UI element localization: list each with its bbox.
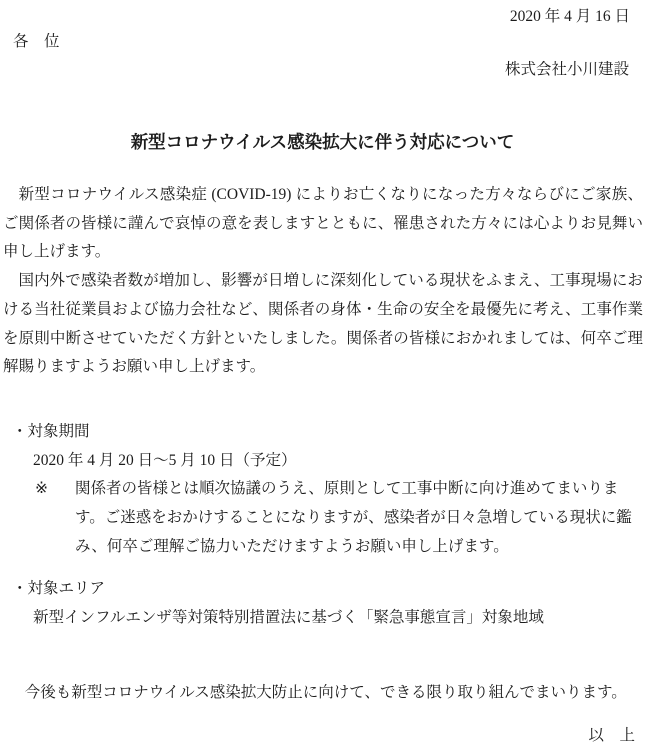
closing-word: 以 上 (588, 726, 635, 744)
target-area-label: ・対象エリア (12, 580, 106, 598)
note-marker: ※ (35, 480, 48, 498)
target-area-value: 新型インフルエンザ等対策特別措置法に基づく「緊急事態宣言」対象地域 (33, 609, 544, 627)
document-title: 新型コロナウイルス感染拡大に伴う対応について (130, 132, 515, 152)
document-date: 2020 年 4 月 16 日 (509, 8, 630, 25)
detail-sections (0, 418, 645, 633)
target-period-note (0, 475, 645, 561)
paragraph-work-suspension-policy: 国内外で感染者数が増加し、影響が日増しに深刻化している現状をふまえ、工事現場における当社従業員および協力会社など、関係者の身体・生命の安全を最優先に考え、工事作業を原則中断させていただく方針といたしました。関係者の皆様におかれましては、何卒ご理解賜りますようお願い申し上げます。 (3, 272, 643, 376)
closing-paragraph: 今後も新型コロナウイルス感染拡大防止に向けて、できる限り取り組んでまいります。 (24, 683, 627, 701)
target-period-label: ・対象期間 (12, 422, 90, 440)
salutation: 各 位 (13, 33, 60, 50)
section-target-period (0, 418, 645, 562)
company-name: 株式会社小川建設 (504, 61, 629, 78)
body-text (3, 181, 643, 382)
note-text: 関係者の皆様とは順次協議のうえ、原則として工事中断に向け進めてまいります。ご迷惑をおかけすることになりますが、感染者が日々急増している現状に鑑み、何卒ご理解ご協力いただけますようお願い申し上げます。 (75, 480, 632, 555)
section-target-area (0, 575, 645, 632)
target-period-value: 2020 年 4 月 20 日～5 月 10 日（予定） (33, 451, 297, 469)
paragraph-condolence: 新型コロナウイルス感染症 (COVID-19) によりお亡くなりになった方々ならびにご家族、ご関係者の皆様に謹んで哀悼の意を表しますとともに、罹患された方々には心よりお見舞い申し上げます。 (3, 186, 643, 261)
